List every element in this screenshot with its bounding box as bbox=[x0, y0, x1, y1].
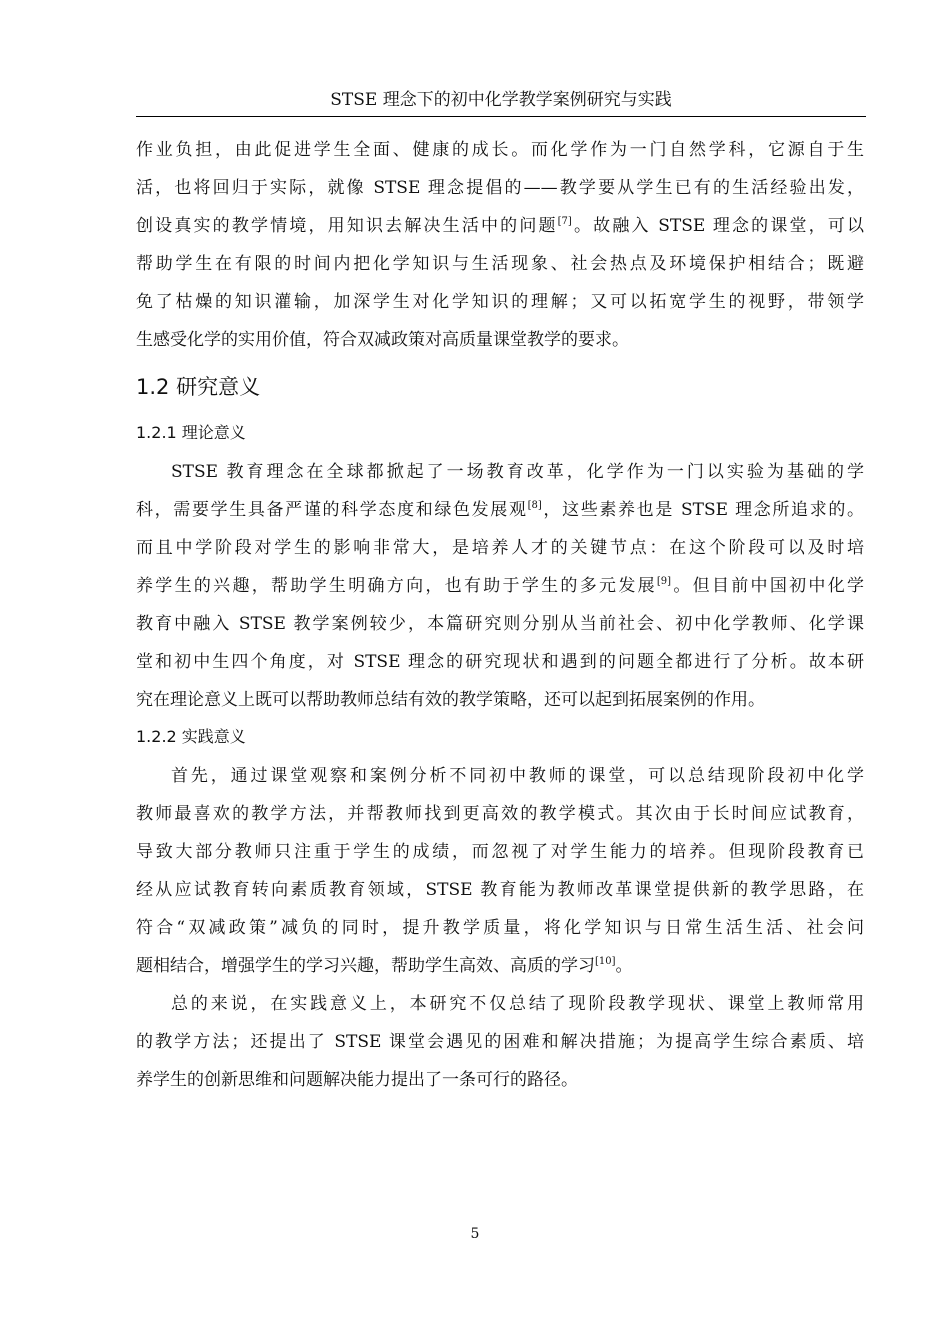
text-segment: 养学生的兴趣，帮助学生明确方向，也有助于学生的多元发展 bbox=[136, 576, 657, 596]
page-body bbox=[136, 134, 864, 1102]
section-heading: 1.2 研究意义 bbox=[136, 375, 261, 399]
text-line: 符合“双减政策”减负的同时，提升教学质量，将化学知识与日常生活生活、社会问 bbox=[136, 918, 864, 938]
text-segment: 。故融入 STSE 理念的课堂，可以 bbox=[571, 216, 864, 236]
text-line: 活，也将回归于实际，就像 STSE 理念提倡的——教学要从学生已有的生活经验出发， bbox=[136, 178, 864, 198]
text-line: 而且中学阶段对学生的影响非常大，是培养人才的关键节点：在这个阶段可以及时培 bbox=[136, 538, 864, 558]
text-line: 堂和初中生四个角度，对 STSE 理念的研究现状和遇到的问题全都进行了分析。故本研 bbox=[136, 652, 864, 672]
text-line: 生感受化学的实用价值，符合双减政策对高质量课堂教学的要求。 bbox=[136, 330, 629, 350]
text-line: 教师最喜欢的教学方法，并帮教师找到更高效的教学模式。其次由于长时间应试教育， bbox=[136, 804, 864, 824]
subsection-heading: 1.2.1 理论意义 bbox=[136, 423, 246, 442]
running-header: STSE 理念下的初中化学教学案例研究与实践 bbox=[136, 88, 866, 117]
text-line bbox=[136, 950, 864, 988]
citation-ref: [8] bbox=[527, 500, 542, 511]
text-line: 导致大部分教师只注重于学生的成绩，而忽视了对学生能力的培养。但现阶段教育已 bbox=[136, 842, 864, 862]
text-segment: 。 bbox=[615, 956, 633, 976]
text-line bbox=[136, 210, 864, 248]
text-line: 首先，通过课堂观察和案例分析不同初中教师的课堂，可以总结现阶段初中化学 bbox=[171, 766, 864, 786]
citation-ref: [10] bbox=[595, 956, 616, 967]
text-line: 养学生的创新思维和问题解决能力提出了一条可行的路径。 bbox=[136, 1070, 578, 1090]
text-line bbox=[136, 570, 864, 608]
text-segment: 创设真实的教学情境，用知识去解决生活中的问题 bbox=[136, 216, 558, 236]
citation-ref: [7] bbox=[557, 216, 572, 227]
subsection-heading: 1.2.2 实践意义 bbox=[136, 727, 246, 746]
text-segment: 题相结合，增强学生的学习兴趣，帮助学生高效、高质的学习 bbox=[136, 956, 595, 976]
text-segment: 科，需要学生具备严谨的科学态度和绿色发展观 bbox=[136, 500, 528, 520]
text-segment: ，这些素养也是 STSE 理念所追求的。 bbox=[541, 500, 864, 520]
page-number: 5 bbox=[470, 1226, 480, 1242]
text-segment: 。但目前中国初中化学 bbox=[671, 576, 865, 596]
text-line: 总的来说，在实践意义上，本研究不仅总结了现阶段教学现状、课堂上教师常用 bbox=[171, 994, 864, 1014]
text-line: 究在理论意义上既可以帮助教师总结有效的教学策略，还可以起到拓展案例的作用。 bbox=[136, 690, 765, 710]
text-line: 帮助学生在有限的时间内把化学知识与生活现象、社会热点及环境保护相结合；既避 bbox=[136, 254, 864, 274]
text-line: 教育中融入 STSE 教学案例较少，本篇研究则分别从当前社会、初中化学教师、化学课 bbox=[136, 614, 864, 634]
citation-ref: [9] bbox=[656, 576, 672, 587]
text-line: 经从应试教育转向素质教育领域，STSE 教育能为教师改革课堂提供新的教学思路，在 bbox=[136, 880, 864, 900]
text-line: 免了枯燥的知识灌输，加深学生对化学知识的理解；又可以拓宽学生的视野，带领学 bbox=[136, 292, 864, 312]
text-line: 的教学方法；还提出了 STSE 课堂会遇见的困难和解决措施；为提高学生综合素质、培 bbox=[136, 1032, 864, 1052]
text-line bbox=[136, 494, 864, 532]
text-line: STSE 教育理念在全球都掀起了一场教育改革，化学作为一门以实验为基础的学 bbox=[171, 462, 864, 482]
text-line: 作业负担，由此促进学生全面、健康的成长。而化学作为一门自然学科，它源自于生 bbox=[136, 140, 864, 160]
